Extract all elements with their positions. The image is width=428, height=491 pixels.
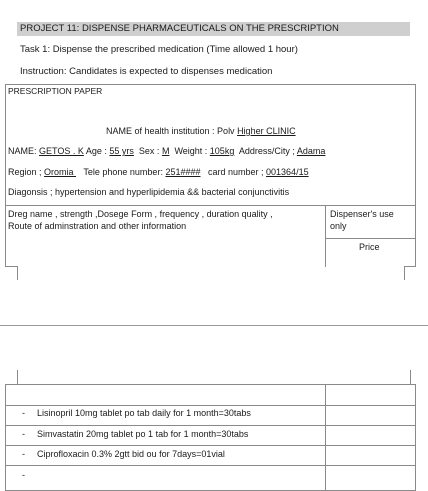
corner-mark-left-v (17, 266, 18, 280)
institution-value: Higher CLINIC (237, 126, 296, 136)
box-left-border (5, 84, 6, 267)
contact-info-line (8, 167, 309, 177)
institution-line (106, 126, 296, 136)
region-value: Oromia (44, 167, 77, 177)
dispenser-header-line2: only (330, 221, 347, 231)
med-row-border-3 (5, 445, 416, 446)
price-top-border (325, 238, 416, 239)
name-value: GETOS . K (39, 146, 84, 156)
card-value: 001364/15 (266, 167, 309, 177)
task-line: Task 1: Dispense the prescribed medication (Time allowed 1 hour) (20, 44, 298, 55)
age-label: Age : (83, 146, 110, 156)
drug-header-line1: Dreg name , strength ,Dosege Form , frequency , duration quality , (8, 209, 273, 219)
section-title: PRESCRIPTION PAPER (8, 86, 103, 96)
address-label: Address/City ; (234, 146, 297, 156)
dispenser-column-divider (325, 205, 326, 267)
project-title: PROJECT 11: DISPENSE PHARMACEUTICALS ON THE PRESCRIPTION (20, 23, 339, 34)
sex-value: M (161, 146, 170, 156)
corner-mark-right (404, 266, 416, 267)
medication-item: Ciprofloxacin 0.3% 2gtt bid ou for 7days=01vial (37, 449, 225, 459)
medication-item: Lisinopril 10mg tablet po tab daily for 1 month=30tabs (37, 408, 251, 418)
lower-corner-right-v (410, 370, 411, 384)
lower-corner-left-v (17, 370, 18, 384)
sex-label: Sex : (133, 146, 162, 156)
bullet-dash: - (22, 470, 25, 480)
med-row-border-2 (5, 425, 416, 426)
weight-value: 105kg (209, 146, 235, 156)
corner-mark-right-v (404, 266, 405, 280)
region-label: Region ; (8, 167, 45, 177)
phone-value: 251#### (165, 167, 201, 177)
med-row-border-1 (5, 405, 416, 406)
bullet-dash: - (22, 408, 25, 418)
patient-info-line (8, 146, 325, 156)
card-label: card number ; (200, 167, 267, 177)
med-table-top-border (5, 384, 416, 385)
table-header-top-border (5, 205, 416, 206)
name-label: NAME: (8, 146, 40, 156)
weight-label: Weight : (169, 146, 210, 156)
box-right-border (415, 84, 416, 267)
med-table-column-divider (325, 384, 326, 491)
institution-label: NAME of health institution : Polv (106, 126, 238, 136)
corner-mark-left (5, 266, 17, 267)
med-table-left-border (5, 384, 6, 491)
med-table-right-border (415, 384, 416, 491)
med-row-border-4 (5, 465, 416, 466)
bullet-dash: - (22, 449, 25, 459)
bullet-dash: - (22, 429, 25, 439)
medication-item: Simvastatin 20mg tablet po 1 tab for 1 month=30tabs (37, 429, 249, 439)
address-value: Adama (296, 146, 326, 156)
drug-header-line2: Route of adminstration and other information (8, 221, 187, 231)
project-title-bar (17, 22, 410, 36)
price-label: Price (359, 242, 380, 252)
box-top-border (5, 84, 416, 85)
instruction-line: Instruction: Candidates is expected to dispenses medication (20, 66, 273, 77)
phone-label: Tele phone number: (76, 167, 166, 177)
age-value: 55 yrs (109, 146, 134, 156)
dispenser-header-line1: Dispenser's use (330, 209, 394, 219)
page-break-line (0, 325, 428, 326)
diagnosis-line: Diagonsis ; hypertension and hyperlipidemia && bacterial conjunctivitis (8, 187, 290, 197)
